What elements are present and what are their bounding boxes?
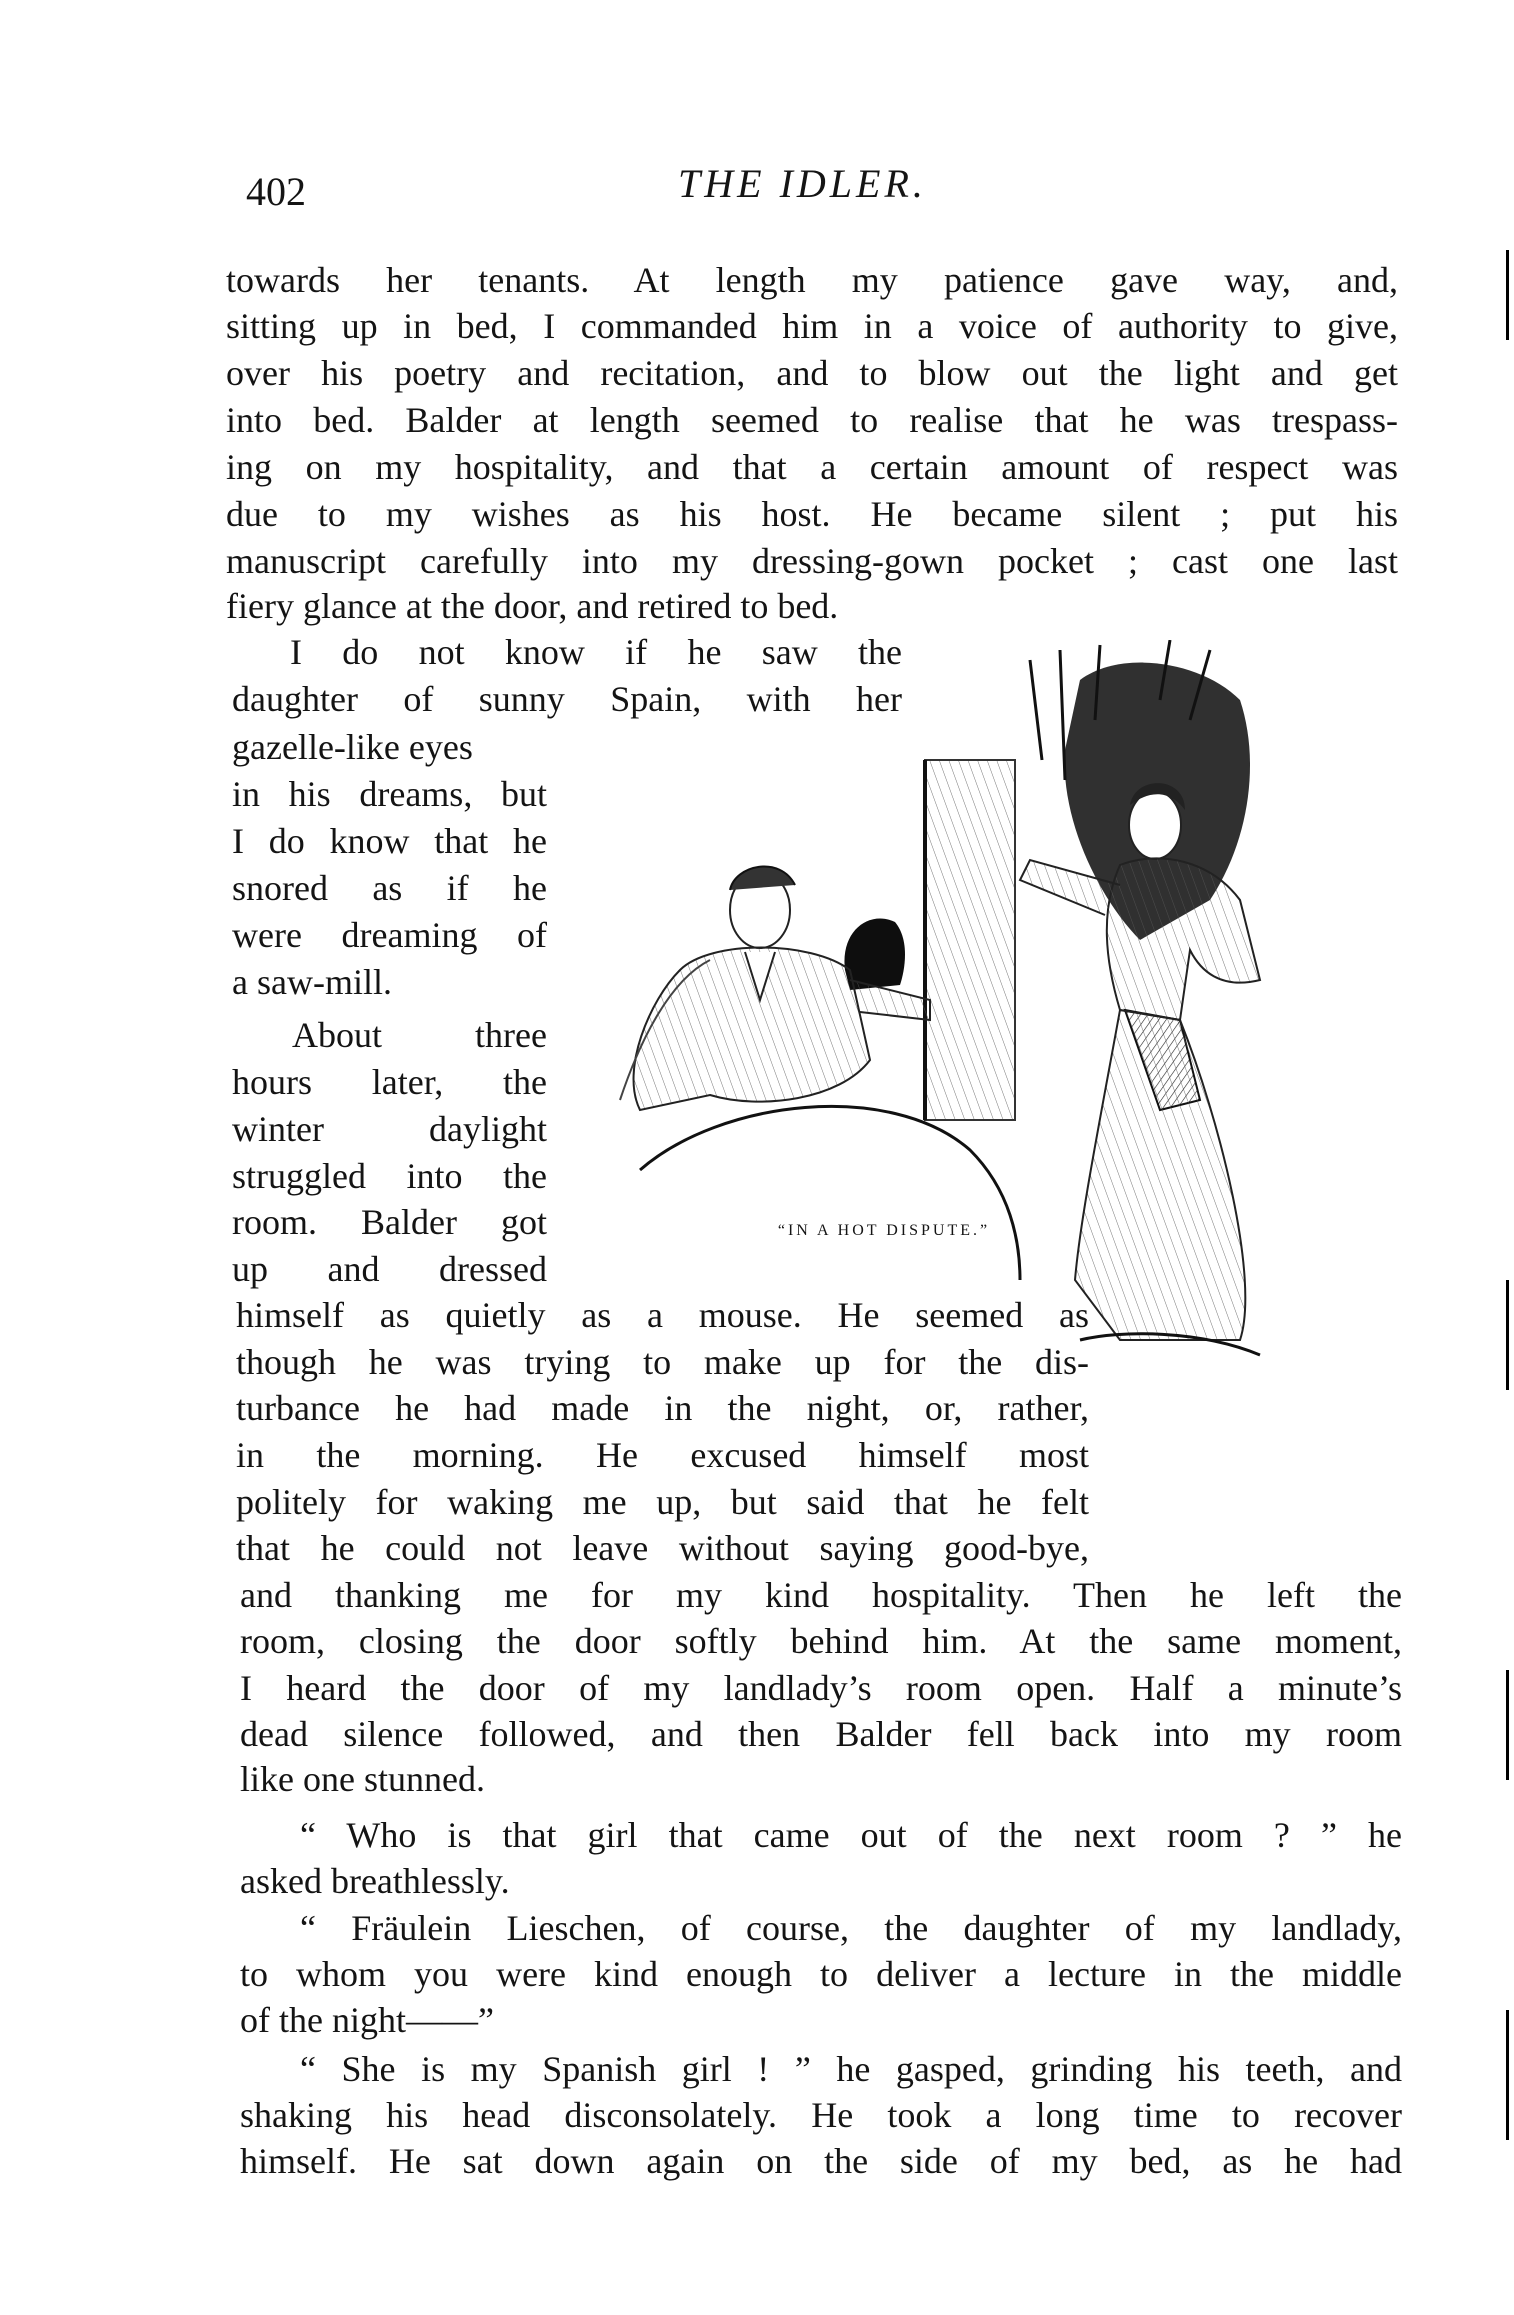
vignette-arc [640, 1106, 1020, 1280]
background-figure [844, 919, 905, 990]
page-number: 402 [246, 169, 306, 214]
text-line: due to my wishes as his host. He became silent ; put his [226, 494, 1398, 534]
text-line: of the night——” [240, 2000, 494, 2040]
text-line: fiery glance at the door, and retired to bed. [226, 586, 839, 626]
text-line: “ Fräulein Lieschen, of course, the daughter of my landlady, [300, 1908, 1402, 1948]
door-frame [925, 760, 1015, 1120]
illustration-caption: “IN A HOT DISPUTE.” [777, 1222, 991, 1239]
text-line: “ She is my Spanish girl ! ” he gasped, grinding his teeth, and [300, 2049, 1402, 2089]
text-line: that he could not leave without saying good-bye, [236, 1528, 1089, 1568]
text-line: sitting up in bed, I commanded him in a voice of authority to give, [226, 306, 1398, 346]
text-line: were dreaming of [232, 915, 547, 955]
text-line: though he was trying to make up for the dis- [236, 1342, 1089, 1382]
text-line: I heard the door of my landlady’s room open. Half a minute’s [240, 1668, 1402, 1708]
text-line: and thanking me for my kind hospitality. Then he left the [240, 1575, 1402, 1615]
text-line: hours later, the [232, 1062, 547, 1102]
man-figure [634, 866, 930, 1110]
text-line: towards her tenants. At length my patience gave way, and, [226, 260, 1398, 300]
text-line: I do not know if he saw the [290, 632, 902, 672]
hot-dispute-illustration [560, 640, 1460, 1540]
text-line: dead silence followed, and then Balder fell back into my room [240, 1714, 1402, 1754]
text-line: up and dressed [232, 1249, 547, 1289]
text-line: “ Who is that girl that came out of the next room ? ” he [300, 1815, 1402, 1855]
text-line: ing on my hospitality, and that a certain amount of respect was [226, 447, 1398, 487]
scan-edge-mark [1506, 250, 1509, 340]
text-line: About three [292, 1015, 547, 1055]
text-line: a saw-mill. [232, 962, 392, 1002]
text-line: himself. He sat down again on the side of my bed, as he had [240, 2141, 1402, 2181]
text-line: daughter of sunny Spain, with her [232, 679, 902, 719]
text-line: I do know that he [232, 821, 547, 861]
text-line: manuscript carefully into my dressing-gown pocket ; cast one last [226, 541, 1398, 581]
scan-edge-mark [1506, 1670, 1509, 1780]
text-line: in the morning. He excused himself most [236, 1435, 1089, 1475]
text-line: shaking his head disconsolately. He took a long time to recover [240, 2095, 1402, 2135]
text-line: to whom you were kind enough to deliver a lecture in the middle [240, 1954, 1402, 1994]
text-line: over his poetry and recitation, and to blow out the light and get [226, 353, 1398, 393]
text-line: asked breathlessly. [240, 1861, 510, 1901]
scan-edge-mark [1506, 2010, 1509, 2140]
text-line: snored as if he [232, 868, 547, 908]
text-line: winter daylight [232, 1109, 547, 1149]
running-head: THE IDLER. [678, 161, 927, 206]
text-line: like one stunned. [240, 1759, 485, 1799]
text-line: room, closing the door softly behind him. At the same moment, [240, 1621, 1402, 1661]
text-line: himself as quietly as a mouse. He seemed as [236, 1295, 1089, 1335]
text-line: in his dreams, but [232, 774, 547, 814]
text-line: politely for waking me up, but said that he felt [236, 1482, 1089, 1522]
text-line: turbance he had made in the night, or, rather, [236, 1388, 1089, 1428]
scan-edge-mark [1506, 1280, 1509, 1390]
text-line: into bed. Balder at length seemed to realise that he was trespass- [226, 400, 1398, 440]
text-line: gazelle-like eyes [232, 727, 473, 767]
text-line: room. Balder got [232, 1202, 547, 1242]
text-line: struggled into the [232, 1156, 547, 1196]
